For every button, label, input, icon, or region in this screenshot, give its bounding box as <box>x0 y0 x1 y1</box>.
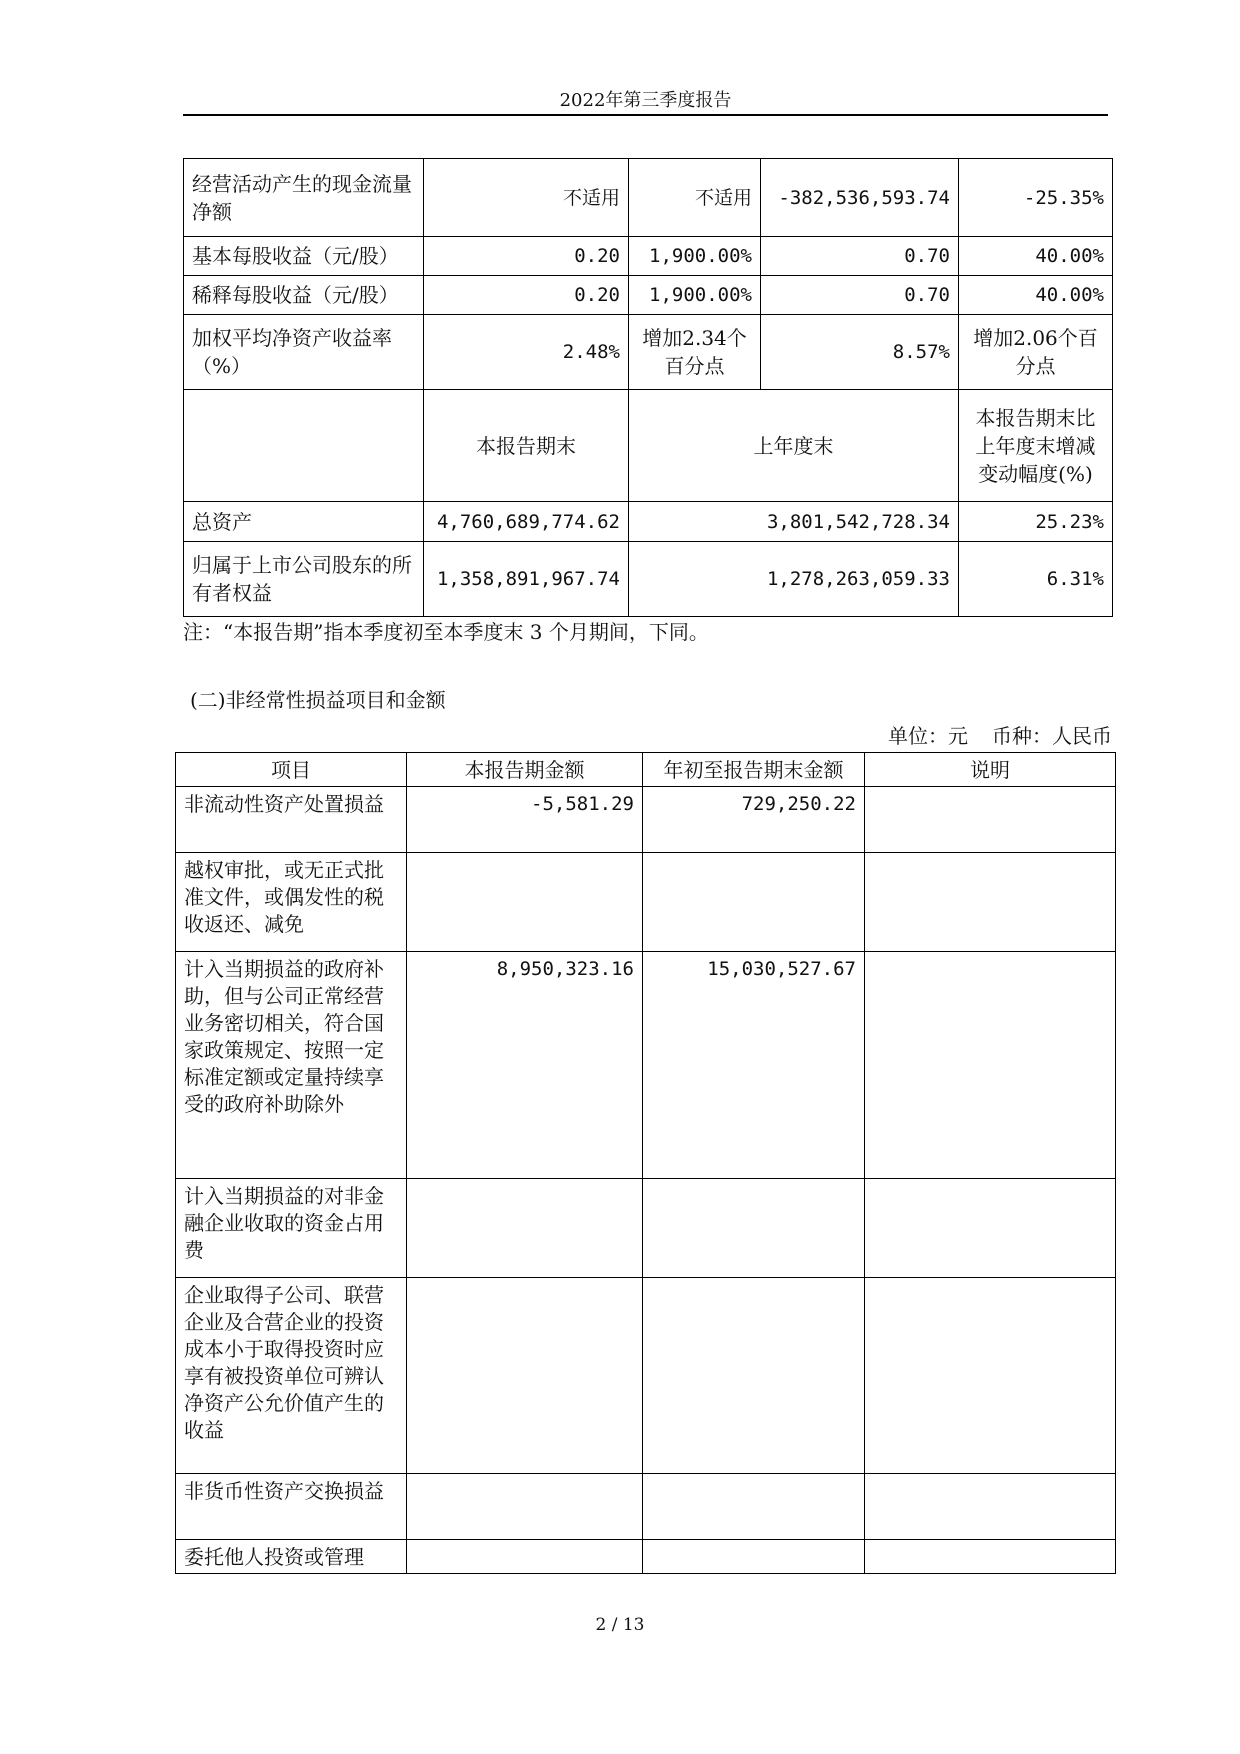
description <box>865 952 1116 1179</box>
description <box>865 853 1116 952</box>
current-amount: 8,950,323.16 <box>407 952 643 1179</box>
currency-label: 币种：人民币 <box>992 724 1112 748</box>
unit-line <box>864 722 1112 750</box>
cell-value: 3,801,542,728.34 <box>629 502 959 542</box>
table-row <box>176 952 1116 1179</box>
column-header: 本报告期末比上年度末增减变动幅度(%) <box>959 390 1113 502</box>
table-row <box>176 1474 1116 1540</box>
cell-value: 25.23% <box>959 502 1113 542</box>
item-label: 委托他人投资或管理 <box>176 1540 407 1574</box>
ytd-amount <box>643 853 865 952</box>
cell-value: 1,900.00% <box>629 237 761 276</box>
current-amount <box>407 853 643 952</box>
column-header: 上年度末 <box>629 390 959 502</box>
column-header: 本报告期末 <box>424 390 629 502</box>
cell-value: -382,536,593.74 <box>761 159 959 237</box>
description <box>865 1179 1116 1278</box>
row-label: 稀释每股收益（元/股） <box>184 276 424 315</box>
table-row <box>176 853 1116 952</box>
cell-value: 1,278,263,059.33 <box>629 542 959 617</box>
table-note: 注：“本报告期”指本季度初至本季度末 3 个月期间，下同。 <box>183 620 709 644</box>
table-row <box>176 1540 1116 1574</box>
current-amount <box>407 1179 643 1278</box>
description <box>865 1540 1116 1574</box>
non-recurring-items-table <box>175 752 1116 1574</box>
cell-value: 0.70 <box>761 237 959 276</box>
table-row <box>184 542 1113 617</box>
ytd-amount <box>643 1474 865 1540</box>
table-row <box>176 1278 1116 1474</box>
row-label: 加权平均净资产收益率（%） <box>184 315 424 390</box>
cell-value: 1,358,891,967.74 <box>424 542 629 617</box>
cell-value: 4,760,689,774.62 <box>424 502 629 542</box>
row-label: 归属于上市公司股东的所有者权益 <box>184 542 424 617</box>
column-header: 说明 <box>865 753 1116 787</box>
page-number: 2 / 13 <box>595 1615 645 1635</box>
header-rule <box>183 114 1108 116</box>
ytd-amount <box>643 1540 865 1574</box>
table-row <box>176 1179 1116 1278</box>
cell-value: 6.31% <box>959 542 1113 617</box>
table-subheader-row <box>184 390 1113 502</box>
item-label: 计入当期损益的政府补助，但与公司正常经营业务密切相关，符合国家政策规定、按照一定标准定额或定量持续享受的政府补助除外 <box>176 952 407 1179</box>
cell-value: 2.48% <box>424 315 629 390</box>
cell-value: 不适用 <box>629 159 761 237</box>
table-header-row <box>176 753 1116 787</box>
current-amount <box>407 1474 643 1540</box>
item-label: 计入当期损益的对非金融企业收取的资金占用费 <box>176 1179 407 1278</box>
item-label: 越权审批，或无正式批准文件，或偶发性的税收返还、减免 <box>176 853 407 952</box>
cell-value: 增加2.34个百分点 <box>629 315 761 390</box>
cell-value: 增加2.06个百分点 <box>959 315 1113 390</box>
section-title: (二)非经常性损益项目和金额 <box>190 688 446 712</box>
item-label: 非货币性资产交换损益 <box>176 1474 407 1540</box>
column-header: 本报告期金额 <box>407 753 643 787</box>
cell-value: 40.00% <box>959 237 1113 276</box>
ytd-amount: 15,030,527.67 <box>643 952 865 1179</box>
cell-value: 1,900.00% <box>629 276 761 315</box>
description <box>865 1474 1116 1540</box>
row-label: 基本每股收益（元/股） <box>184 237 424 276</box>
item-label: 非流动性资产处置损益 <box>176 787 407 853</box>
cell-value: 0.20 <box>424 237 629 276</box>
table-row <box>184 315 1113 390</box>
current-amount: -5,581.29 <box>407 787 643 853</box>
ytd-amount: 729,250.22 <box>643 787 865 853</box>
page-header: 2022年第三季度报告 <box>559 90 732 111</box>
table-row <box>184 502 1113 542</box>
table-row <box>184 276 1113 315</box>
table-row <box>176 787 1116 853</box>
unit-label: 单位：元 <box>888 724 968 748</box>
description <box>865 1278 1116 1474</box>
item-label: 企业取得子公司、联营企业及合营企业的投资成本小于取得投资时应享有被投资单位可辨认净资产公允价值产生的收益 <box>176 1278 407 1474</box>
row-label: 经营活动产生的现金流量净额 <box>184 159 424 237</box>
column-header: 项目 <box>176 753 407 787</box>
table-row <box>184 237 1113 276</box>
ytd-amount <box>643 1179 865 1278</box>
table-row <box>184 159 1113 237</box>
column-header: 年初至报告期末金额 <box>643 753 865 787</box>
row-label: 总资产 <box>184 502 424 542</box>
ytd-amount <box>643 1278 865 1474</box>
cell-value: -25.35% <box>959 159 1113 237</box>
cell-value: 8.57% <box>761 315 959 390</box>
blank-cell <box>184 390 424 502</box>
cell-value: 不适用 <box>424 159 629 237</box>
current-amount <box>407 1540 643 1574</box>
description <box>865 787 1116 853</box>
cell-value: 0.70 <box>761 276 959 315</box>
cell-value: 0.20 <box>424 276 629 315</box>
cell-value: 40.00% <box>959 276 1113 315</box>
key-financial-data-table <box>183 158 1113 617</box>
current-amount <box>407 1278 643 1474</box>
